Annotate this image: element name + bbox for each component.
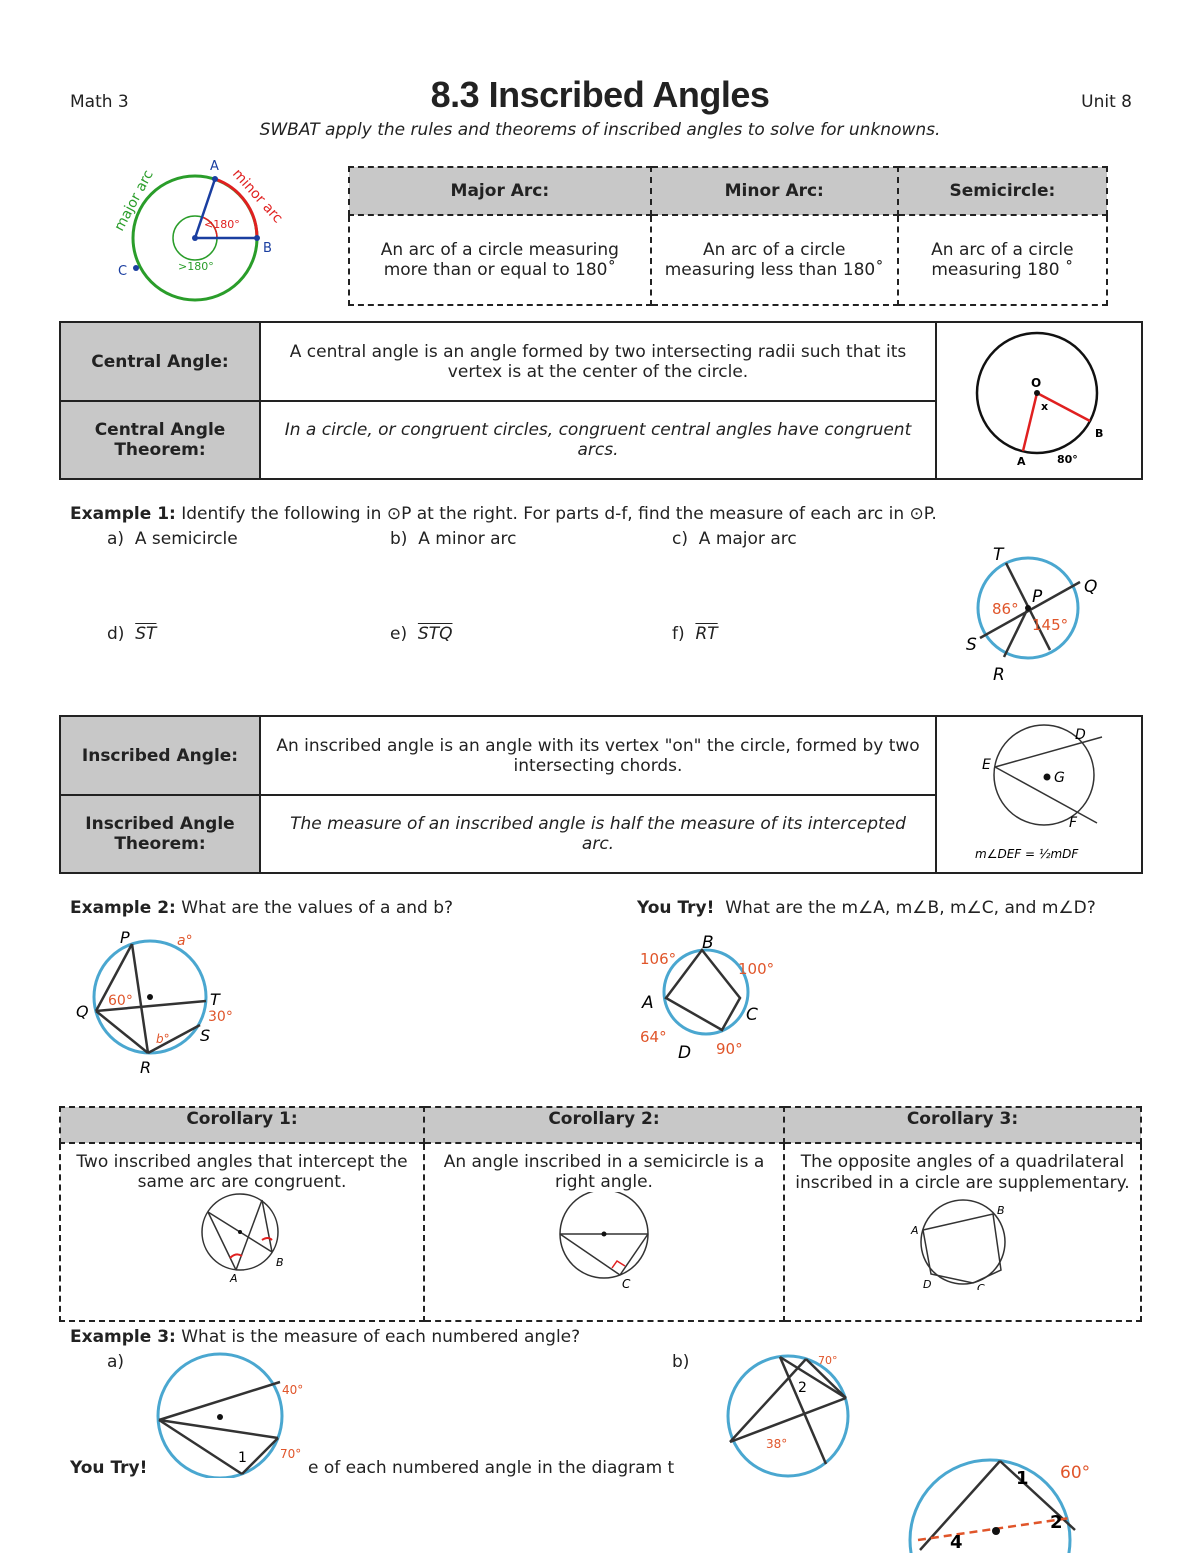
youtry1-circle-figure bbox=[636, 930, 796, 1065]
youtry2-prompt: e of each numbered angle in the diagram t bbox=[308, 1458, 675, 1478]
youtry1-text: What are the m∠A, m∠B, m∠C, and m∠D? bbox=[725, 898, 1096, 918]
inscribed-angle-table bbox=[59, 715, 1143, 874]
point-a-label: A bbox=[910, 1224, 919, 1237]
example2-prompt bbox=[70, 898, 453, 918]
example2-label: Example 2: bbox=[70, 898, 176, 918]
point-s-label: S bbox=[200, 1026, 211, 1045]
inscribed-angle-theorem-label: Inscribed Angle Theorem: bbox=[60, 795, 260, 873]
arc-64-label: 64° bbox=[640, 1028, 667, 1046]
arc-70-label: 70° bbox=[280, 1447, 302, 1461]
major-arc-label: major arc bbox=[111, 167, 157, 234]
inscribed-angle-definition: An inscribed angle is an angle with its vertex "on" the circle, formed by two intersecting chords. bbox=[260, 716, 936, 795]
central-angle-figure bbox=[937, 323, 1141, 473]
angle-1-label: 1 bbox=[238, 1450, 247, 1466]
example3-label: Example 3: bbox=[70, 1327, 176, 1347]
point-c-label: C bbox=[976, 1282, 985, 1290]
objective-text: SWBAT apply the rules and theorems of inscribed angles to solve for unknowns. bbox=[259, 120, 941, 140]
example1-part-b: b) A minor arc bbox=[390, 529, 517, 549]
angle-1-label: 1 bbox=[1016, 1468, 1029, 1489]
arc-definition-table bbox=[348, 166, 1108, 306]
central-angle-table bbox=[59, 321, 1143, 480]
corollary2-figure bbox=[554, 1192, 654, 1288]
semicircle-header: Semicircle: bbox=[898, 167, 1107, 215]
point-t-label: T bbox=[210, 990, 220, 1009]
point-d-label: D bbox=[922, 1278, 931, 1290]
point-p-label: P bbox=[120, 928, 130, 947]
point-q-label: Q bbox=[76, 1002, 89, 1021]
center-g-label: G bbox=[1054, 770, 1065, 786]
corollary3-figure bbox=[903, 1194, 1023, 1290]
course-label: Math 3 bbox=[70, 92, 129, 112]
center-p-label: P bbox=[1032, 587, 1043, 607]
angle-145-label: 145° bbox=[1032, 616, 1069, 634]
minor-arc-definition: An arc of a circle measuring less than 180˚ bbox=[651, 215, 898, 305]
central-angle-theorem-label: Central Angle Theorem: bbox=[60, 401, 260, 479]
example1-part-d: d) $\overline{ST}$ bbox=[107, 624, 157, 644]
point-c-label: C bbox=[118, 264, 128, 279]
example3-part-a: a) bbox=[107, 1352, 125, 1372]
unit-label: Unit 8 bbox=[1081, 92, 1132, 112]
center-o-label: O bbox=[1031, 376, 1042, 390]
angle-2-label: 2 bbox=[1050, 1512, 1063, 1533]
inscribed-formula: m∠DEF = ½mDF bbox=[975, 847, 1079, 861]
corollary3-cell bbox=[784, 1143, 1141, 1321]
point-a-label: A bbox=[230, 1272, 238, 1284]
youtry1-label: You Try! bbox=[637, 898, 715, 918]
arc-diagram bbox=[100, 150, 300, 310]
inscribed-angle-figure bbox=[937, 717, 1141, 867]
example3-text: What is the measure of each numbered angle? bbox=[181, 1327, 581, 1347]
example2-circle-figure bbox=[70, 925, 250, 1080]
corollary2-header: Corollary 2: bbox=[424, 1107, 784, 1143]
angle-2-label: 2 bbox=[798, 1380, 807, 1396]
point-b-label: B bbox=[996, 1204, 1005, 1217]
inscribed-angle-figure-cell bbox=[936, 716, 1142, 873]
example1-prompt bbox=[70, 504, 937, 524]
major-arc-definition: An arc of a circle measuring more than or equal to 180˚ bbox=[349, 215, 651, 305]
example3-prompt bbox=[70, 1327, 580, 1347]
youtry1-prompt bbox=[637, 898, 1096, 918]
inscribed-angle-label: Inscribed Angle: bbox=[60, 716, 260, 795]
inscribed-angle-theorem-text: The measure of an inscribed angle is half the measure of its intercepted arc. bbox=[260, 795, 936, 873]
angle-86-label: 86° bbox=[992, 600, 1019, 618]
more-180-label: >180° bbox=[178, 260, 214, 273]
point-r-label: R bbox=[993, 665, 1005, 685]
arc-80-label: 80° bbox=[1057, 453, 1078, 466]
central-angle-figure-cell bbox=[936, 322, 1142, 479]
example2-text: What are the values of a and b? bbox=[181, 898, 454, 918]
point-r-label: R bbox=[140, 1058, 152, 1077]
example1-label: Example 1: bbox=[70, 504, 176, 524]
arc-70-label: 70° bbox=[818, 1354, 838, 1367]
corollary1-text: Two inscribed angles that intercept the same arc are congruent. bbox=[76, 1152, 408, 1192]
corollary-table bbox=[59, 1106, 1142, 1322]
corollary3-text: The opposite angles of a quadrilateral inscribed in a circle are supplementary. bbox=[795, 1152, 1130, 1193]
point-b-label: B bbox=[1095, 427, 1104, 440]
arc-106-label: 106° bbox=[640, 950, 677, 968]
example1-circle-figure bbox=[960, 540, 1110, 690]
arc-30-label: 30° bbox=[208, 1009, 233, 1025]
minor-arc-label: minor arc bbox=[229, 165, 286, 227]
corollary2-text: An angle inscribed in a semicircle is a right angle. bbox=[443, 1152, 765, 1192]
point-d-label: D bbox=[1075, 727, 1086, 743]
example1-part-e: e) $\overline{STQ}$ bbox=[390, 624, 453, 644]
minor-arc-header: Minor Arc: bbox=[651, 167, 898, 215]
example1-part-a: a) A semicircle bbox=[107, 529, 238, 549]
angle-b-label: b° bbox=[156, 1032, 170, 1046]
corollary1-figure bbox=[192, 1192, 292, 1284]
point-c-label: C bbox=[622, 1277, 631, 1288]
arc-90-label: 90° bbox=[716, 1040, 743, 1058]
corollary1-header: Corollary 1: bbox=[60, 1107, 424, 1143]
angle-4-label: 4 bbox=[950, 1532, 963, 1553]
point-e-label: E bbox=[982, 757, 991, 773]
central-angle-theorem-text: In a circle, or congruent circles, congruent central angles have congruent arcs. bbox=[260, 401, 936, 479]
central-angle-label: Central Angle: bbox=[60, 322, 260, 401]
youtry2-label: You Try! bbox=[70, 1458, 148, 1478]
corollary2-cell bbox=[424, 1143, 784, 1321]
point-s-label: S bbox=[966, 635, 977, 655]
arc-100-label: 100° bbox=[738, 960, 775, 978]
angle-38-label: 38° bbox=[766, 1437, 788, 1451]
example1-part-c: c) A major arc bbox=[672, 529, 797, 549]
point-f-label: F bbox=[1069, 815, 1078, 831]
vertex-a-label: A bbox=[642, 993, 654, 1013]
point-b-label: B bbox=[276, 1256, 284, 1269]
angle-60-label: 60° bbox=[108, 993, 133, 1009]
example3-part-b: b) bbox=[672, 1352, 690, 1372]
page-title: 8.3 Inscribed Angles bbox=[430, 74, 770, 115]
central-angle-definition: A central angle is an angle formed by two intersecting radii such that its vertex is at the center of the circle. bbox=[260, 322, 936, 401]
corollary1-cell bbox=[60, 1143, 424, 1321]
point-b-label: B bbox=[263, 241, 272, 256]
point-a-label: A bbox=[1017, 455, 1026, 468]
vertex-c-label: C bbox=[746, 1005, 758, 1025]
example3a-figure bbox=[150, 1350, 310, 1478]
arc-a-label: a° bbox=[177, 933, 193, 949]
arc-40-label: 40° bbox=[282, 1383, 304, 1397]
corollary3-header: Corollary 3: bbox=[784, 1107, 1141, 1143]
vertex-d-label: D bbox=[678, 1043, 692, 1063]
point-q-label: Q bbox=[1084, 577, 1098, 597]
example3b-figure bbox=[720, 1350, 870, 1478]
semicircle-definition: An arc of a circle measuring 180 ˚ bbox=[898, 215, 1107, 305]
less-180-label: <180° bbox=[204, 218, 240, 231]
example1-part-f: f) $\overline{RT}$ bbox=[672, 624, 718, 644]
example1-text: Identify the following in ⊙P at the right. For parts d-f, find the measure of each arc in ⊙P. bbox=[181, 504, 937, 524]
point-a-label: A bbox=[210, 159, 219, 174]
arc-60-label: 60° bbox=[1060, 1463, 1091, 1483]
youtry2-figure bbox=[900, 1450, 1100, 1553]
major-arc-header: Major Arc: bbox=[349, 167, 651, 215]
point-t-label: T bbox=[993, 545, 1004, 565]
vertex-b-label: B bbox=[702, 933, 714, 953]
angle-x-label: x bbox=[1041, 400, 1049, 413]
